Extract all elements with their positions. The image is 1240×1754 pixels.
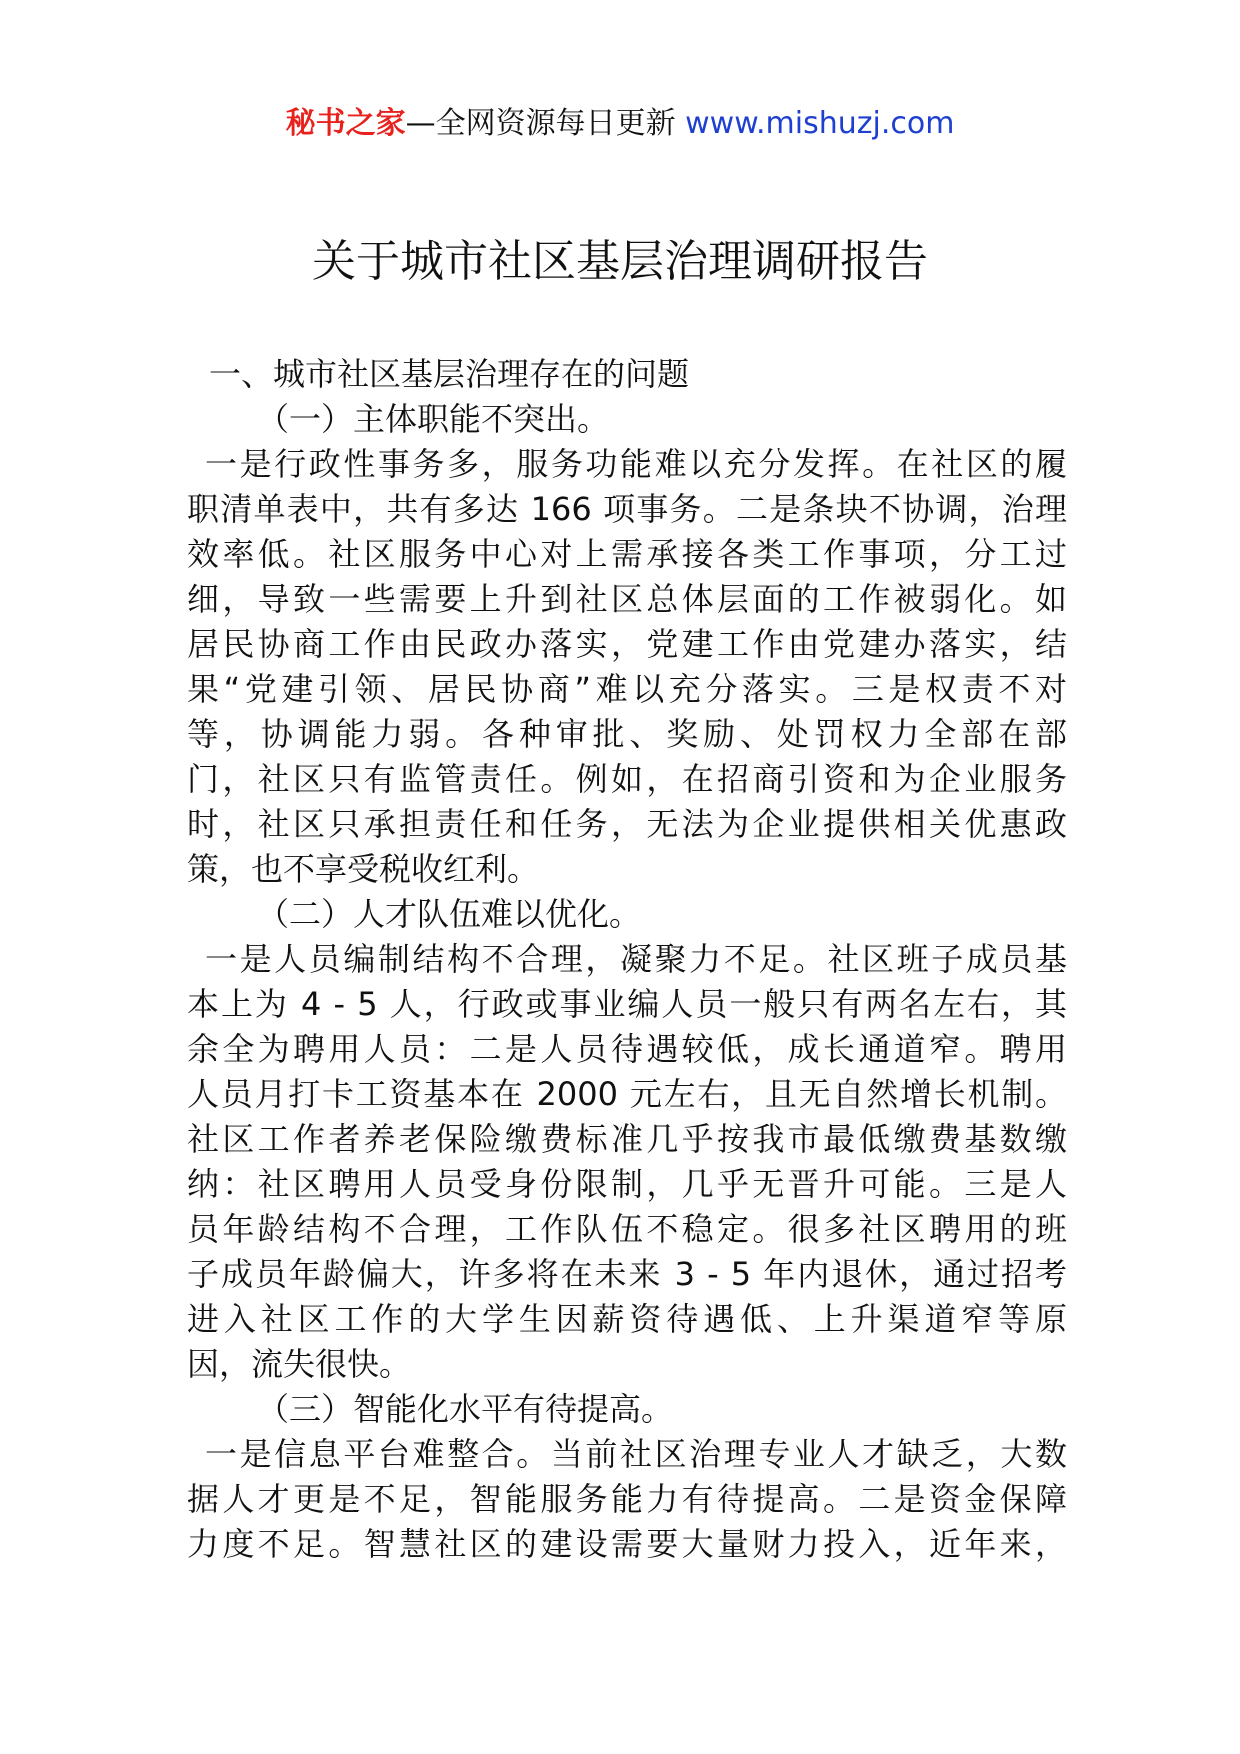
- subsection-heading: （三）智能化水平有待提高。: [257, 1390, 674, 1428]
- body-text-line: 本上为 4 - 5 人，行政或事业编人员一般只有两名左右，其: [187, 985, 1067, 1023]
- body-text-line: 门，社区只有监管责任。例如，在招商引资和为企业服务: [187, 760, 1067, 798]
- body-text-line: 一是行政性事务多，服务功能难以充分发挥。在社区的履: [205, 445, 1067, 483]
- section-heading: 一、城市社区基层治理存在的问题: [209, 355, 690, 393]
- body-text-line: 余全为聘用人员：二是人员待遇较低，成长通道窄。聘用: [187, 1030, 1067, 1068]
- body-text-line: 效率低。社区服务中心对上需承接各类工作事项，分工过: [187, 535, 1067, 573]
- body-text-line: 职清单表中，共有多达 166 项事务。二是条块不协调，治理: [187, 490, 1067, 528]
- subsection-heading: （一）主体职能不突出。: [257, 400, 610, 438]
- body-text-line: 策，也不享受税收红利。: [187, 850, 540, 888]
- banner-tagline: —全网资源每日更新: [405, 106, 676, 141]
- body-text-line: 等，协调能力弱。各种审批、奖励、处罚权力全部在部: [187, 715, 1067, 753]
- document-title: 关于城市社区基层治理调研报告: [312, 236, 928, 287]
- body-text-line: 细，导致一些需要上升到社区总体层面的工作被弱化。如: [187, 580, 1067, 618]
- body-text-line: 时，社区只承担责任和任务，无法为企业提供相关优惠政: [187, 805, 1067, 843]
- body-text-line: 据人才更是不足，智能服务能力有待提高。二是资金保障: [187, 1480, 1067, 1518]
- document-body: [187, 352, 1067, 1567]
- brand-name: 秘书之家: [285, 106, 406, 141]
- subsection-heading: （二）人才队伍难以优化。: [257, 895, 642, 933]
- body-text-line: 力度不足。智慧社区的建设需要大量财力投入，近年来，: [187, 1525, 1067, 1563]
- body-text-line: 一是信息平台难整合。当前社区治理专业人才缺乏，大数: [205, 1435, 1067, 1473]
- body-text-line: 因，流失很快。: [187, 1345, 412, 1383]
- site-banner: [0, 104, 1240, 144]
- body-text-line: 员年龄结构不合理，工作队伍不稳定。很多社区聘用的班: [187, 1210, 1067, 1248]
- body-text-line: 居民协商工作由民政办落实，党建工作由党建办落实，结: [187, 625, 1067, 663]
- site-url-link[interactable]: www.mishuzj.com: [685, 106, 955, 141]
- body-text-line: 纳：社区聘用人员受身份限制，几乎无晋升可能。三是人: [187, 1165, 1067, 1203]
- body-text-line: 人员月打卡工资基本在 2000 元左右，且无自然增长机制。: [187, 1075, 1067, 1113]
- body-text-line: 子成员年龄偏大，许多将在未来 3 - 5 年内退休，通过招考: [187, 1255, 1067, 1293]
- body-text-line: 社区工作者养老保险缴费标准几乎按我市最低缴费基数缴: [187, 1120, 1067, 1158]
- body-text-line: 一是人员编制结构不合理，凝聚力不足。社区班子成员基: [205, 940, 1067, 978]
- body-text-line: 进入社区工作的大学生因薪资待遇低、上升渠道窄等原: [187, 1300, 1067, 1338]
- body-text-line: 果“党建引领、居民协商”难以充分落实。三是权责不对: [187, 670, 1067, 708]
